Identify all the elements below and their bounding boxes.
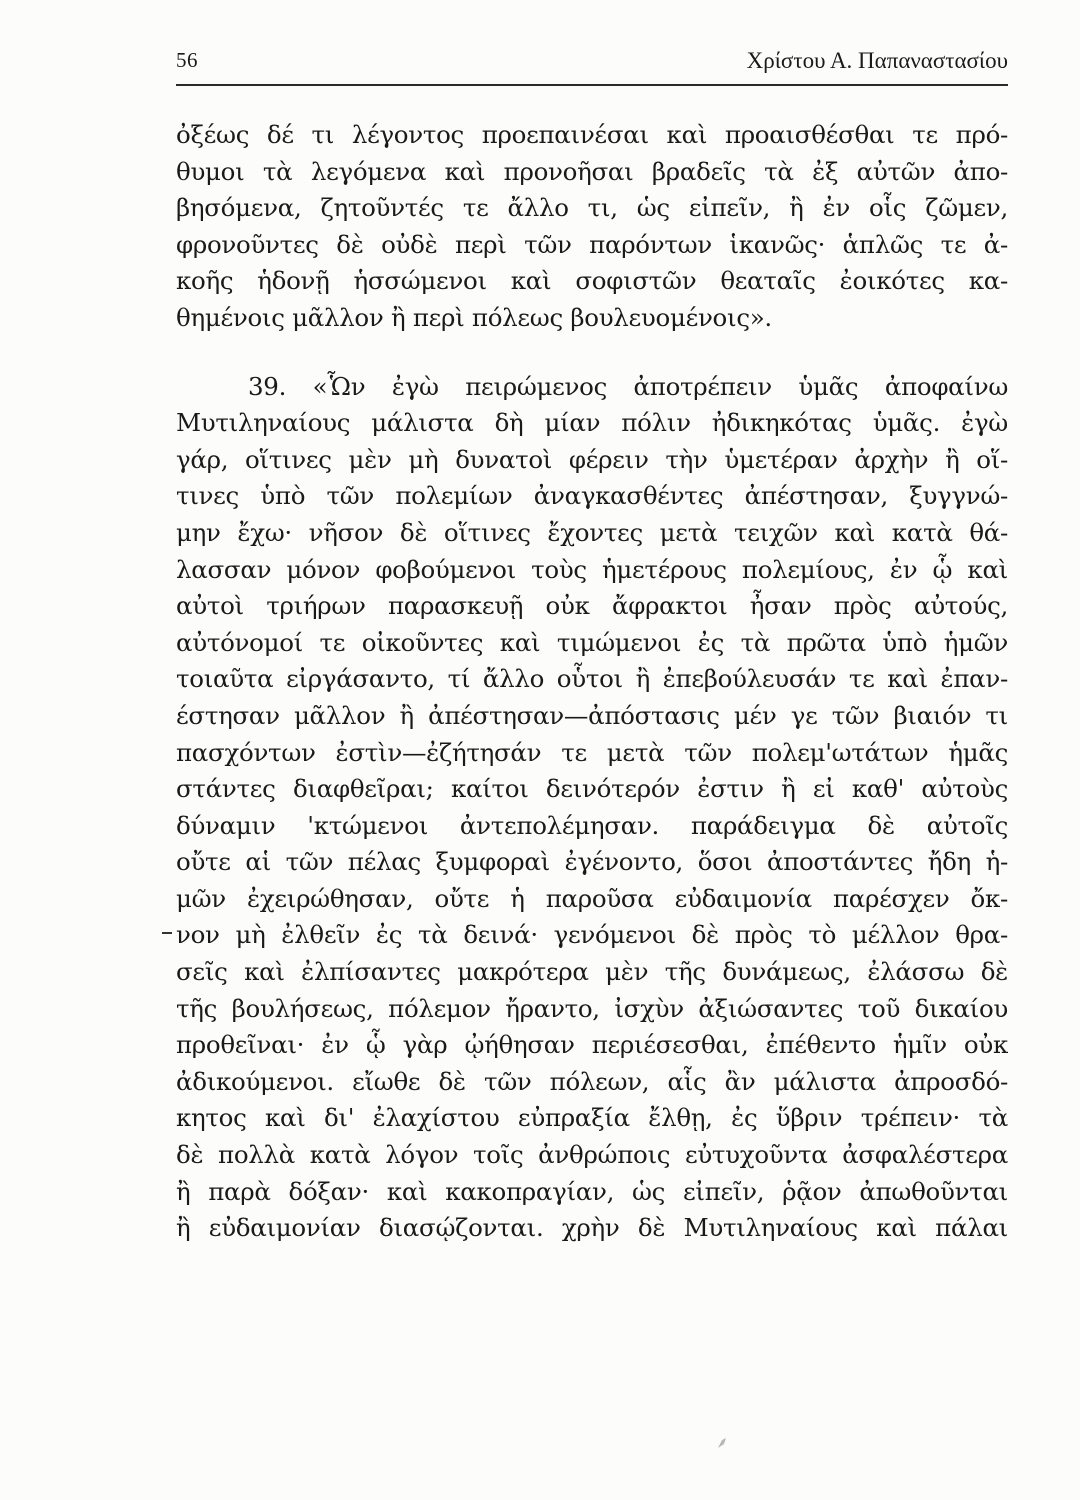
text-line: μῶν ἐχειρώθησαν, οὔτε ἡ παροῦσα εὐδαιμονία παρέσχεν ὄκ- [176,883,1008,913]
paragraph-section-39 [176,369,1008,1247]
text-line: βησόμενα, ζητοῦντές τε ἄλλο τι, ὡς εἰπεῖν, ἢ ἐν οἷς ζῶμεν, [176,193,1008,223]
text-line: στάντες διαφθεῖραι; καίτοι δεινότερόν ἐστιν ἢ εἰ καθ' αὐτοὺς [176,774,1008,804]
text-line: γάρ, οἵτινες μὲν μὴ δυνατοὶ φέρειν τὴν ὑμετέραν ἀρχὴν ἢ οἵ- [176,444,1008,474]
text-line: τινες ὑπὸ τῶν πολεμίων ἀναγκασθέντες ἀπέστησαν, ξυγγνώ- [176,481,1008,511]
text-line: δύναμιν 'κτώμενοι ἀντεπολέμησαν. παράδειγμα δὲ αὐτοῖς [176,810,1008,840]
text-line: κητος καὶ δι' ἐλαχίστου εὐπραξία ἔλθῃ, ἐς ὕβριν τρέπειν· τὰ [176,1103,1008,1133]
text-line: τῆς βουλήσεως, πόλεμον ἤραντο, ἰσχὺν ἀξιώσαντες τοῦ δικαίου [176,993,1008,1023]
text-line: θημένοις μᾶλλον ἢ περὶ πόλεως βουλευομένοις». [176,302,772,332]
text-line: κοῆς ἡδονῇ ἡσσώμενοι καὶ σοφιστῶν θεαταῖς ἐοικότες κα- [176,266,1008,296]
page-number: 56 [176,48,198,72]
text-line: έστησαν μᾶλλον ἢ ἀπέστησαν—ἀπόστασις μέν γε τῶν βιαιόν τι [176,700,1008,730]
text-line: νον μὴ ἐλθεῖν ἐς τὰ δεινά· γενόμενοι δὲ πρὸς τὸ μέλλον θρα- [176,920,1008,950]
text-line: αὐτόνομοί τε οἰκοῦντες καὶ τιμώμενοι ἐς τὰ πρῶτα ὑπὸ ἡμῶν [176,627,1008,657]
text-line: δὲ πολλὰ κατὰ λόγον τοῖς ἀνθρώποις εὐτυχοῦντα ἀσφαλέστερα [176,1140,1008,1170]
text-line: 39. «Ὧν ἐγὼ πειρώμενος ἀποτρέπειν ὑμᾶς ἀποφαίνω [248,371,1008,401]
page-header [176,44,1008,84]
text-line: ἢ εὐδαιμονίαν διασῴζονται. χρὴν δὲ Μυτιληναίους καὶ πάλαι [176,1213,1008,1243]
text-line: προθεῖναι· ἐν ᾧ γὰρ ᾠήθησαν περιέσεσθαι, ἐπέθεντο ἡμῖν οὐκ [176,1030,1008,1060]
text-line: πασχόντων ἐστὶν—ἐζήτησάν τε μετὰ τῶν πολεμ'ωτάτων ἡμᾶς [176,737,1008,767]
paragraph-continuation [176,117,1008,337]
text-line: μην ἔχω· νῆσον δὲ οἵτινες ἔχοντες μετὰ τειχῶν καὶ κατὰ θά- [176,517,1008,547]
text-line: τοιαῦτα εἰργάσαντο, τί ἄλλο οὗτοι ἢ ἐπεβούλευσάν τε καὶ ἐπαν- [176,664,1008,694]
paper-speck [716,1436,728,1450]
running-head: Χρίστου Α. Παπαναστασίου [746,48,1008,73]
text-line: σεῖς καὶ ἐλπίσαντες μακρότερα μὲν τῆς δυνάμεως, ἐλάσσω δὲ [176,957,1008,987]
text-line: ὀξέως δέ τι λέγοντος προεπαινέσαι καὶ προαισθέσθαι τε πρό- [176,120,1008,149]
body-text [176,117,1008,1247]
text-line: φρονοῦντες δὲ οὐδὲ περὶ τῶν παρόντων ἱκανῶς· ἁπλῶς τε ἀ- [176,229,1008,259]
paragraph-gap [176,337,1008,369]
text-line: αὐτοὶ τριήρων παρασκευῇ οὐκ ἄφρακτοι ἦσαν πρὸς αὐτούς, [176,591,1008,621]
text-line: οὔτε αἱ τῶν πέλας ξυμφοραὶ ἐγένοντο, ὅσοι ἀποστάντες ἤδη ἡ- [176,847,1008,877]
header-rule [176,84,1008,86]
text-line: ἢ παρὰ δόξαν· καὶ κακοπραγίαν, ὡς εἰπεῖν, ῥᾷον ἀπωθοῦνται [176,1176,1008,1206]
margin-pencil-mark [162,932,172,934]
text-line: ἀδικούμενοι. εἴωθε δὲ τῶν πόλεων, αἷς ἂν μάλιστα ἀπροσδό- [176,1066,1008,1096]
text-line: λασσαν μόνον φοβούμενοι τοὺς ἡμετέρους πολεμίους, ἐν ᾧ καὶ [176,554,1008,584]
text-line: Μυτιληναίους μάλιστα δὴ μίαν πόλιν ἠδικηκότας ὑμᾶς. ἐγὼ [176,408,1008,438]
text-line: θυμοι τὰ λεγόμενα καὶ προνοῆσαι βραδεῖς τὰ ἐξ αὐτῶν ἀπο- [176,156,1008,186]
